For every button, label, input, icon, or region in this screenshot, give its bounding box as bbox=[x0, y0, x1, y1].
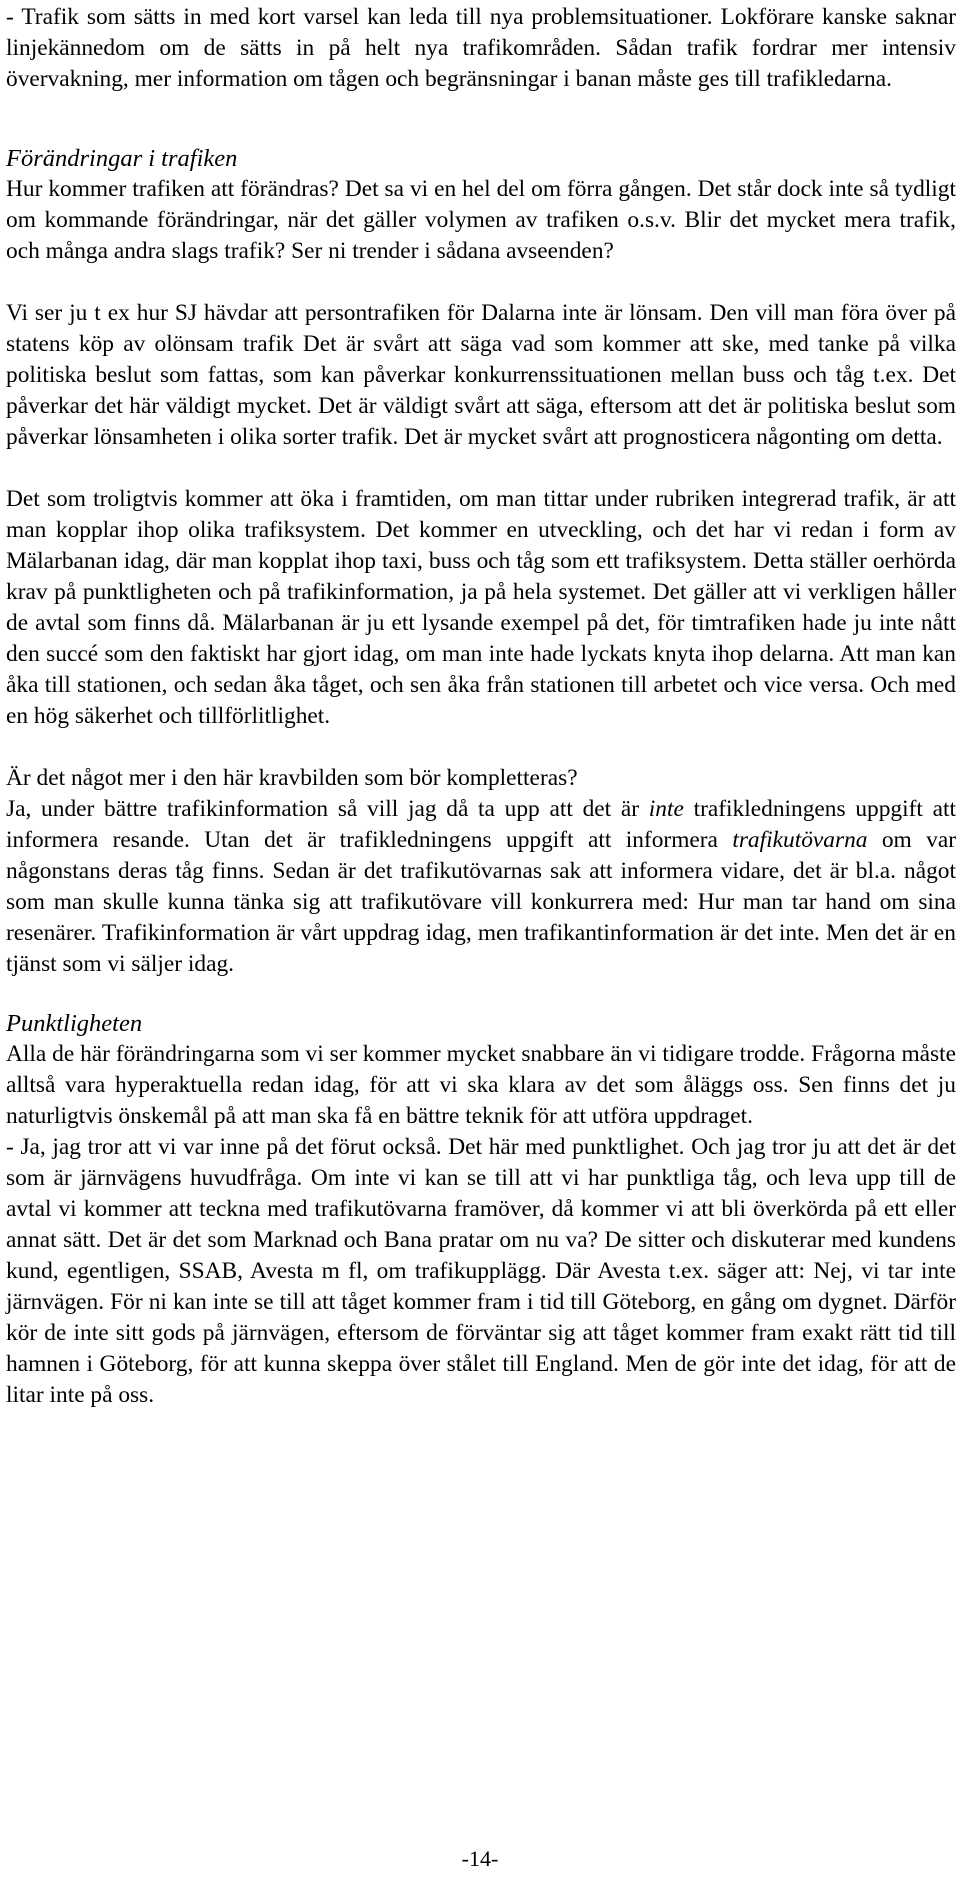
section-heading-forandringar: Förändringar i trafiken bbox=[6, 145, 238, 172]
paragraph-sj-dalarna: Vi ser ju t ex hur SJ hävdar att persontrafiken för Dalarna inte är lönsam. Den vill man föra över på statens köp av olönsam trafik Det är svårt att säga vad som kommer att ske, med tanke på vilka politiska beslut som fattas, som kan påverkar konkurrenssituationen mellan buss och tåg t.ex. Det påverkar det här väldigt mycket. Det är väldigt svårt att säga, eftersom att det är politiska beslut som påverkar lönsamheten i olika sorter trafik. Det är mycket svårt att prognosticera någonting om detta. bbox=[6, 300, 956, 450]
answer-emphasis-trafikutovarna: trafikutövarna bbox=[732, 827, 868, 853]
page-number: -14- bbox=[461, 1846, 499, 1871]
answer-text-part3: om var någonstans deras tåg finns. Sedan är det trafikutövarnas sak att informera vidare, det är bl.a. något som man skulle kunna tänka sig att trafikutövare vill konkurrera med: Hur man tar hand om sina resenärer. Trafikinformation är vårt uppdrag idag, men trafikantinformation är det inte. Men det är en tjänst som vi säljer idag. bbox=[6, 827, 956, 977]
answer-emphasis-inte: inte bbox=[648, 796, 684, 822]
document-body bbox=[6, 2, 956, 1411]
section-heading-punktligheten: Punktligheten bbox=[6, 1010, 143, 1037]
intro-paragraph: - Trafik som sätts in med kort varsel kan leda till nya problemsituationer. Lokförare kanske saknar linjekännedom om de sätts in på helt nya trafikområden. Sådan trafik fordrar mer intensiv övervakning, mer information om tågen och begränsningar i banan måste ges till trafikledarna. bbox=[6, 4, 956, 92]
paragraph-question-traffic-change: Hur kommer trafiken att förändras? Det sa vi en hel del om förra gången. Det står dock inte så tydligt om kommande förändringar, när det gäller volymen av trafiken o.s.v. Blir det mycket mera trafik, och många andra slags trafik? Ser ni trender i sådana avseenden? bbox=[6, 176, 956, 264]
answer-text-part1: Ja, under bättre trafikinformation så vill jag då ta upp att det är bbox=[6, 796, 649, 822]
paragraph-answer-trafikinformation bbox=[6, 794, 956, 980]
answer-text-part2: trafikledningens uppgift att informera resande. Utan det är trafikledningens uppgift att informera bbox=[6, 796, 956, 853]
paragraph-question-kravbild: Är det något mer i den här kravbilden som bör kompletteras? bbox=[6, 765, 578, 791]
paragraph-integrerad-trafik: Det som troligtvis kommer att öka i framtiden, om man tittar under rubriken integrerad trafik, är att man kopplar ihop olika trafiksystem. Det kommer en utveckling, och det har vi redan i form av Mälarbanan idag, där man kopplat ihop taxi, buss och tåg som ett trafiksystem. Detta ställer oerhörda krav på punktligheten och på trafikinformation, ja på hela systemet. Det gäller att vi verkligen håller de avtal som finns då. Mälarbanan är ju ett lysande exempel på det, för timtrafiken hade ju inte nått den succé som den faktiskt har gjort idag, om man inte hade lyckats knyta ihop delarna. Att man kan åka till stationen, och sedan åka tåget, och sen åka från stationen till arbetet och vice versa. Och med en hög säkerhet och tillförlitlighet. bbox=[6, 486, 956, 729]
paragraph-punktlighet-huvudfraga: - Ja, jag tror att vi var inne på det förut också. Det här med punktlighet. Och jag tror ju att det är det som är järnvägens huvudfråga. Om inte vi kan se till att vi har punktliga tåg, och leva upp till de avtal vi kommer att teckna med trafikutövarna framöver, då kommer vi att bli överkörda på ett eller annat sätt. Det är det som Marknad och Bana pratar om nu va? De sitter och diskuterar med kundens kund, egentligen, SSAB, Avesta m fl, om trafikupplägg. Där Avesta t.ex. säger att: Nej, vi tar inte järnvägen. För ni kan inte se till att tåget kommer fram i tid till Göteborg, en gång om dygnet. Därför kör de inte sitt gods på järnvägen, eftersom de förväntar sig att tåget kommer fram exakt rätt tid till hamnen i Göteborg, för att kunna skeppa över stålet till England. Men de gör inte det idag, för att de litar inte på oss. bbox=[6, 1134, 956, 1408]
paragraph-forandringar-snabbare: Alla de här förändringarna som vi ser kommer mycket snabbare än vi tidigare trodde. Frågorna måste alltså vara hyperaktuella redan idag, för att vi ska klara av det som åläggs oss. Sen finns det ju naturligtvis önskemål på att man ska få en bättre teknik för att utföra uppdraget. bbox=[6, 1041, 956, 1129]
